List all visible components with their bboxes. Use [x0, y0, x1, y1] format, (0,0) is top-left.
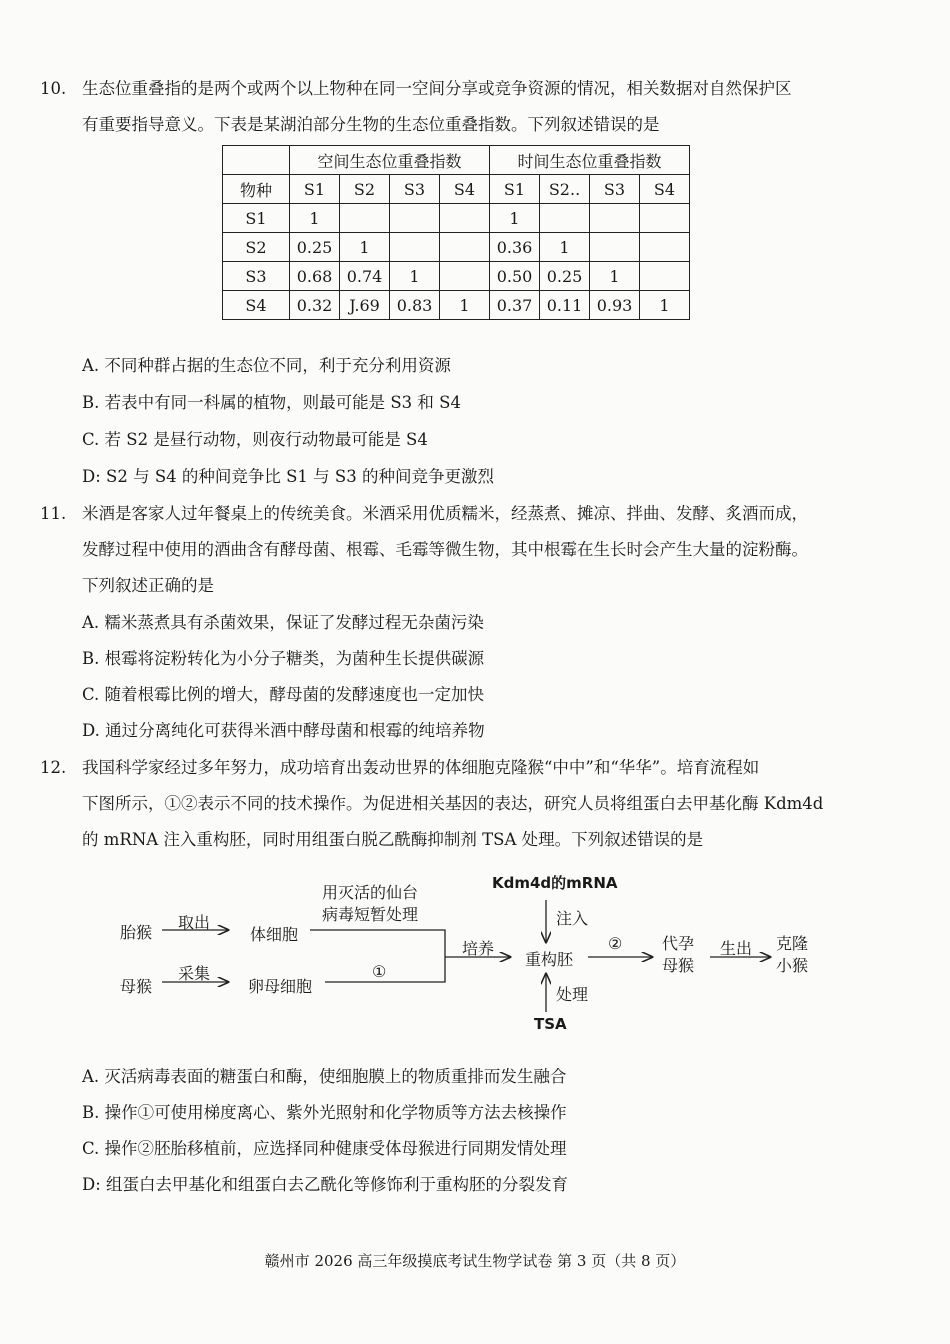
question-stem-line: 下图所示，①②表示不同的技术操作。为促进相关基因的表达，研究人员将组蛋白去甲基化酶 Kdm4d — [82, 794, 824, 813]
table-cell: 0.37 — [490, 291, 540, 320]
table-cell — [540, 204, 590, 233]
option-d: D: S2 与 S4 的种间竞争比 S1 与 S3 的种间竞争更激烈 — [82, 467, 494, 486]
table-cell: 0.25 — [290, 233, 340, 262]
table-cell: 0.32 — [290, 291, 340, 320]
birth-label: 生出 — [720, 939, 753, 958]
operation-2-label: ② — [608, 934, 623, 953]
table-cell: S1 — [223, 204, 290, 233]
table-row — [223, 291, 690, 320]
culture-label: 培养 — [462, 939, 495, 958]
table-cell: 1 — [540, 233, 590, 262]
table-cell: 0.11 — [540, 291, 590, 320]
table-cell — [640, 262, 690, 291]
surrogate-line-1: 代孕 — [662, 934, 695, 953]
question-stem-line: 我国科学家经过多年努力，成功培育出轰动世界的体细胞克隆猴“中中”和“华华”。培育流程如 — [82, 758, 760, 777]
question-stem-line: 下列叙述正确的是 — [82, 576, 214, 595]
table-cell: 1 — [590, 262, 640, 291]
table-cell — [440, 262, 490, 291]
take-out-label: 取出 — [178, 913, 211, 932]
table-cell: 0.50 — [490, 262, 540, 291]
clone-line-2: 小猴 — [776, 956, 809, 975]
option-b: B. 根霉将淀粉转化为小分子糖类，为菌种生长提供碳源 — [82, 649, 485, 668]
table-cell: 0.93 — [590, 291, 640, 320]
table-cell: 1 — [390, 262, 440, 291]
table-cell — [640, 233, 690, 262]
table-cell: 1 — [490, 204, 540, 233]
col-header: S1 — [290, 175, 340, 204]
table-cell: 0.25 — [540, 262, 590, 291]
table-cell — [390, 204, 440, 233]
table-cell: 0.83 — [390, 291, 440, 320]
table-col-header-row — [223, 175, 690, 204]
question-number: 11. — [40, 504, 67, 523]
kdm4d-mrna-label: Kdm4d的mRNA — [492, 874, 618, 892]
option-c: C. 随着根霉比例的增大，酵母菌的发酵速度也一定加快 — [82, 685, 485, 704]
table-cell — [640, 204, 690, 233]
table-cell: S4 — [223, 291, 290, 320]
table-cell — [590, 233, 640, 262]
option-a: A. 不同种群占据的生态位不同，利于充分利用资源 — [82, 356, 451, 375]
col-header: S2.. — [540, 175, 590, 204]
clone-monkey-label — [776, 933, 808, 977]
spatial-group-header: 空间生态位重叠指数 — [290, 146, 490, 175]
question-stem-line: 生态位重叠指的是两个或两个以上物种在同一空间分享或竞争资源的情况，相关数据对自然保护区 — [82, 79, 792, 98]
virus-line-2: 病毒短暂处理 — [322, 905, 419, 924]
mother-monkey-label: 母猴 — [120, 977, 153, 996]
table-cell: 0.74 — [340, 262, 390, 291]
fetal-monkey-label: 胎猴 — [120, 923, 153, 942]
col-header: S2 — [340, 175, 390, 204]
col-header: S4 — [640, 175, 690, 204]
surrogate-mother-label — [662, 933, 694, 977]
virus-line-1: 用灭活的仙台 — [322, 883, 419, 902]
table-cell: 1 — [640, 291, 690, 320]
option-c: C. 若 S2 是昼行动物，则夜行动物最可能是 S4 — [82, 430, 428, 449]
question-number: 12. — [40, 758, 67, 777]
somatic-cell-label: 体细胞 — [250, 925, 299, 944]
option-b: B. 若表中有同一科属的植物，则最可能是 S3 和 S4 — [82, 393, 461, 412]
table-cell — [340, 204, 390, 233]
operation-1-label: ① — [372, 962, 387, 981]
option-c: C. 操作②胚胎移植前，应选择同种健康受体母猴进行同期发情处理 — [82, 1139, 567, 1158]
table-cell — [440, 204, 490, 233]
collect-label: 采集 — [178, 964, 211, 983]
virus-treatment-label — [322, 882, 418, 926]
table-row — [223, 204, 690, 233]
oocyte-label: 卵母细胞 — [248, 977, 313, 996]
clone-line-1: 克隆 — [776, 934, 809, 953]
table-row — [223, 233, 690, 262]
table-cell: 0.68 — [290, 262, 340, 291]
option-d: D. 通过分离纯化可获得米酒中酵母菌和根霉的纯培养物 — [82, 721, 485, 740]
col-header: S3 — [390, 175, 440, 204]
table-cell-empty — [223, 146, 290, 175]
option-a: A. 灭活病毒表面的糖蛋白和酶，使细胞膜上的物质重排而发生融合 — [82, 1067, 567, 1086]
table-cell — [390, 233, 440, 262]
table-cell: J.69 — [340, 291, 390, 320]
table-cell: S3 — [223, 262, 290, 291]
question-stem-line: 米酒是客家人过年餐桌上的传统美食。米酒采用优质糯米，经蒸煮、摊凉、拌曲、发酵、炙酒而成， — [82, 504, 808, 523]
question-stem-line: 有重要指导意义。下表是某湖泊部分生物的生态位重叠指数。下列叙述错误的是 — [82, 115, 660, 134]
table-cell: 1 — [290, 204, 340, 233]
question-number: 10. — [40, 79, 67, 98]
tsa-label: TSA — [534, 1015, 567, 1033]
col-header: S4 — [440, 175, 490, 204]
reconstructed-embryo-label: 重构胚 — [525, 950, 574, 969]
niche-overlap-table — [222, 145, 690, 320]
question-stem-line: 发酵过程中使用的酒曲含有酵母菌、根霉、毛霉等微生物，其中根霉在生长时会产生大量的淀粉酶。 — [82, 540, 808, 559]
table-cell: S2 — [223, 233, 290, 262]
treat-label: 处理 — [556, 985, 589, 1004]
table-group-header-row — [223, 146, 690, 175]
option-b: B. 操作①可使用梯度离心、紫外光照射和化学物质等方法去核操作 — [82, 1103, 567, 1122]
option-a: A. 糯米蒸煮具有杀菌效果，保证了发酵过程无杂菌污染 — [82, 613, 484, 632]
table-row — [223, 262, 690, 291]
col-header: S3 — [590, 175, 640, 204]
table-cell — [590, 204, 640, 233]
table-cell: 1 — [340, 233, 390, 262]
cloning-flow-diagram — [100, 870, 860, 1040]
table-cell: 0.36 — [490, 233, 540, 262]
surrogate-line-2: 母猴 — [662, 956, 695, 975]
question-stem-line: 的 mRNA 注入重构胚，同时用组蛋白脱乙酰酶抑制剂 TSA 处理。下列叙述错误的是 — [82, 830, 704, 849]
table-cell: 1 — [440, 291, 490, 320]
option-d: D: 组蛋白去甲基化和组蛋白去乙酰化等修饰利于重构胚的分裂发育 — [82, 1175, 569, 1194]
table-cell — [440, 233, 490, 262]
col-header: S1 — [490, 175, 540, 204]
inject-label: 注入 — [556, 909, 589, 928]
species-header: 物种 — [223, 175, 290, 204]
temporal-group-header: 时间生态位重叠指数 — [490, 146, 690, 175]
page-footer: 赣州市 2026 高三年级摸底考试生物学试卷 第 3 页（共 8 页） — [264, 1252, 686, 1270]
